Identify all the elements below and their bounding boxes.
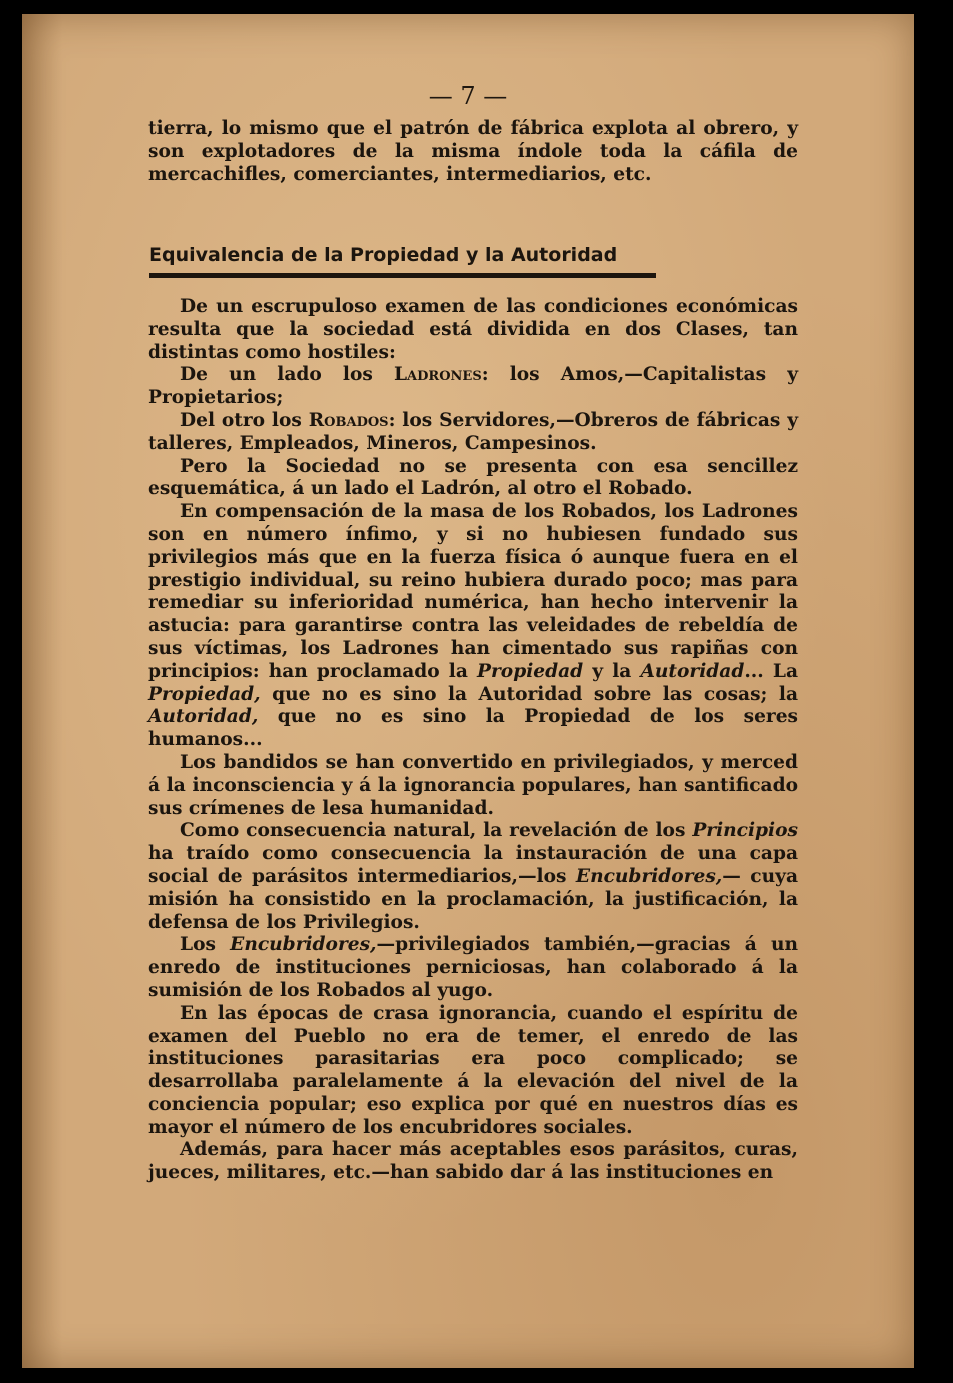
paragraph-4: Pero la Sociedad no se presenta con esa sencillez esquemática, á un lado el Ladrón, al otro el Robado.: [148, 455, 798, 500]
paragraph-8: Los Encubridores,—privilegiados también,—gracias á un enredo de instituciones perniciosas, han colaborado á la sumisión de los Robados al yugo.: [148, 934, 798, 1001]
page-number: — 7 —: [428, 82, 508, 110]
book-page: [22, 14, 914, 1368]
heading-underline: [149, 273, 656, 278]
paragraph-9: En las épocas de crasa ignorancia, cuando el espíritu de examen del Pueblo no era de temer, el enredo de las instituciones parasitarias era poco complicado; se desarrollaba paralelamente á la elevación del nivel de la conciencia popular; eso explica por qué en nuestros días es mayor el número de los encubridores sociales.: [148, 1002, 798, 1138]
intro-paragraph: tierra, lo mismo que el patrón de fábrica explota al obrero, y son explotadores de la misma índole toda la cáfila de mercachifles, comerciantes, intermediarios, etc.: [148, 118, 798, 185]
section-heading: Equivalencia de la Propiedad y la Autoridad: [149, 244, 618, 266]
paragraph-6: Los bandidos se han convertido en privilegiados, y merced á la inconsciencia y á la ignorancia populares, han santificado sus crímenes de lesa humanidad.: [148, 751, 798, 819]
paragraph-2: De un lado los Ladrones: los Amos,—Capitalistas y Propietarios;: [148, 364, 798, 409]
paragraph-3: Del otro los Robados: los Servidores,—Obreros de fábricas y talleres, Empleados, Mineros, Campesinos.: [148, 409, 798, 454]
section-body: [148, 296, 798, 1185]
paragraph-1: De un escrupuloso examen de las condiciones económicas resulta que la sociedad está dividida en dos Clases, tan distintas como hostiles:: [148, 296, 798, 363]
paragraph-5: En compensación de la masa de los Robados, los Ladrones son en número ínfimo, y si no hubiesen fundado sus privilegios más que en la fuerza física ó aunque fuera en el prestigio individual, su reino hubiera durado poco; mas para remediar su inferioridad numérica, han hecho intervenir la astucia: para garantirse contra las veleidades de rebeldía de sus víctimas, los Ladrones han cimentado sus rapiñas con principios: han proclamado la Propiedad y la Autoridad... La Propiedad, que no es sino la Autoridad sobre las cosas; la Autoridad, que no es sino la Propiedad de los seres humanos...: [148, 501, 798, 751]
robados-term: Robados: [308, 409, 389, 431]
ladrones-term: Ladrones: [393, 364, 482, 386]
paragraph-10: Además, para hacer más aceptables esos parásitos, curas, jueces, militares, etc.—han sabido dar á las instituciones en: [148, 1139, 798, 1184]
paragraph-7: Como consecuencia natural, la revelación de los Principios ha traído como consecuencia la instauración de una capa social de parásitos intermediarios,—los Encubridores,— cuya misión ha consistido en la proclamación, la justificación, la defensa de los Privilegios.: [148, 820, 798, 933]
